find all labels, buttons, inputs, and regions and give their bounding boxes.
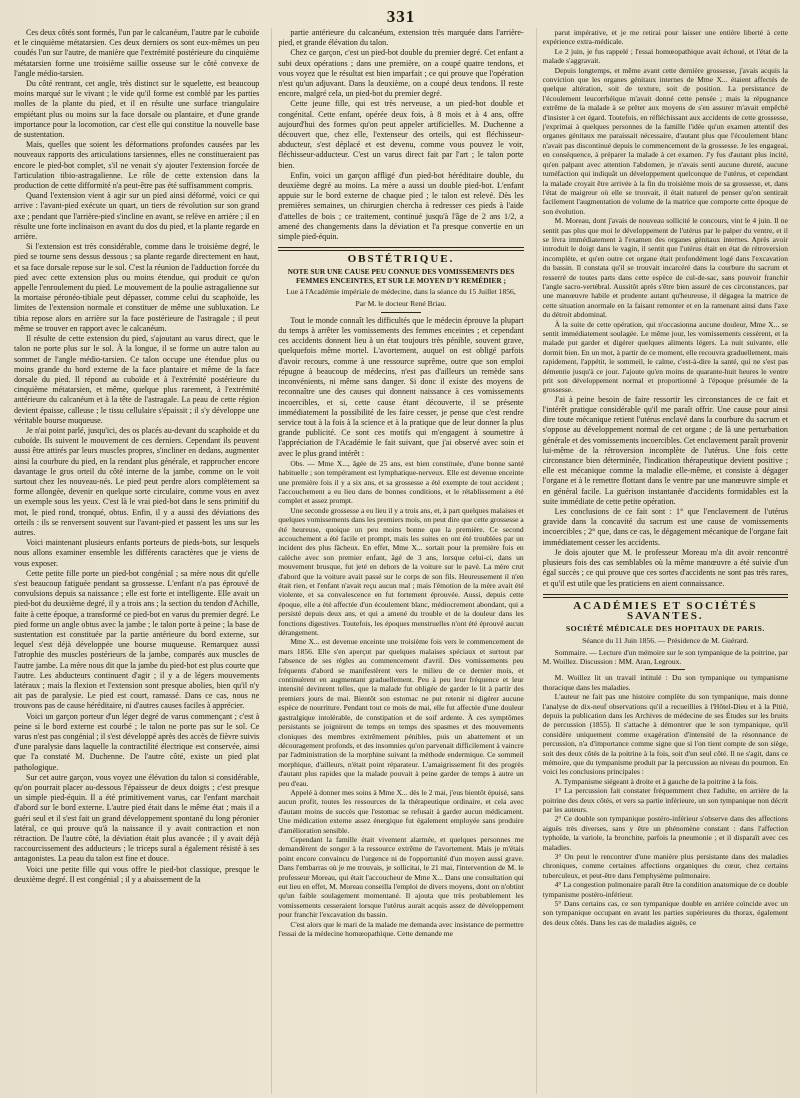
paragraph: 1° La percussion fait constater fréquemment chez l'adulte, en arrière de la poitrine des deux côtés, et vers sa partie inférieure, un son tympanique non décrit par les auteurs. — [542, 786, 788, 815]
paragraph: 5° Dans certains cas, ce son tympanique double en arrière coïncide avec un son tympanique occupant en avant les parties supérieures du thorax, également des deux côtés. Dans les cas de maladies aiguës, ce — [542, 899, 788, 927]
paragraph: Appelé à donner mes soins à Mme X... dès le 2 mai, j'eus bientôt épuisé, sans aucun profit, toutes les ressources de la thérapeutique ordinaire, et cela avec d'autant moins de succès que l'estomac se refusait à garder aucun médicament. Une médication externe assez énergique fut également employée sans produire d'amélioration sensible. — [278, 787, 524, 835]
paragraph: Ces deux côtés sont formés, l'un par le calcanéum, l'autre par le cuboïde et le cinquième métatarsien. Ces deux derniers os sont eux-mêmes un peu coudés l'un sur l'autre, de manière que l'extrémité postérieure du cinquième métatarsien forme une troisième saillie osseuse sur le côté convexe de l'angle médio-tarsien. — [14, 28, 260, 78]
paragraph: Cette petite fille porte un pied-bot congénial ; sa mère nous dit qu'elle s'est beaucoup fatiguée pendant sa grossesse. L'enfant n'a pas éprouvé de convulsions depuis sa naissance ; elle est forte et intelligente. Elle avait un pied-bot du deuxième degré, il y a trois ans ; la section du tendon d'Achille, faite à cette époque, a transformé ce pied-bot en varus du premier degré. Le pied forme un angle obtus avec la jambe ; le talon porte à peine ; la base de sustentation est constituée par la partie antérieure du bord externe, sur lequel s'est déjà développée une bourse muqueuse. Remarquez aussi l'atrophie des muscles postérieurs de la jambe, comparés aux muscles de l'autre jambe. La mère nous dit que la jambe du pied-bot est plus courte que l'autre. Les abducteurs continuent d'agir ; il y a de légers mouvements latéraux ; mais la flexion et l'extension sont presque abolies, bien qu'il n'y ait pas de paralysie. Le pied est court, ramassé. Dans ce cas, nous ne trouvons pas de cause héréditaire, ni d'autres causes faciles à apprécier. — [14, 568, 260, 711]
paragraph: C'est alors que le mari de la malade me demanda avec insistance de permettre l'essai de la médecine homœopathique. Cette demande me — [278, 919, 524, 939]
columns — [14, 28, 788, 1094]
paragraph: Le 2 juin, je fus rappelé ; l'essai homœopathique avait échoué, et l'état de la malade s'aggravait. — [542, 46, 788, 66]
paragraph: Sur cet autre garçon, vous voyez une élévation du talon si considérable, qu'on pourrait placer au-dessous l'épaisseur de deux doigts ; c'est presque un simple pied-équin. Il a été primitivement varus, car l'enfant marchait d'abord sur le bord externe. L'autre pied était dans le même état ; mais il a guéri seul et il s'est fait un grand développement spontané du long péronier latéral, ce qui prouve qu'à la naissance il y avait contraction et non rétraction. De l'autre côté, la déviation était plus avancée ; il y avait déjà raccourcissement des adducteurs ; le triceps sural a également résisté à ses antagonistes. La peau du talon est fine et douce. — [14, 772, 260, 864]
paragraph: Si l'extension est très considérable, comme dans le troisième degré, le pied se tourne sens dessus dessous ; sa plante regarde directement en haut, et sa face dorsale repose sur le sol. C'est la réunion de l'adduction forcée du pied avec cette extension plus ou moins étendue, qui produit ce qu'on appelle l'enroulement du pied. Le mouvement de la poulie astragalienne sur la mortaise péronéo-tibiale peut dépasser, comme celui du scaphoïde, les limites de l'extension normale et constituer de même une subluxation. Le tibia repose alors en arrière sur la face postérieure de l'astragale ; il peut même se trouver en rapport avec le calcanéum. — [14, 242, 260, 333]
column-3 — [536, 28, 788, 1094]
article-read-line: Lue à l'Académie impériale de médecine, dans la séance du 15 Juillet 1856, — [286, 287, 516, 297]
paragraph: 2° Ce double son tympanique postéro-inférieur s'observe dans des affections aiguës très diverses, sans y être un phénomène constant : dans l'affection typhoïde, la variole, la bronchite, parfois la pneumonie ; et il disparaît avec ces maladies. — [542, 814, 788, 852]
paragraph: Chez ce garçon, c'est un pied-bot double du premier degré. Cet enfant a subi deux opérations ; dans une première, on a coupé quatre tendons, et vous voyez que le résultat est bien imparfait ; ce qui prouve que l'opération n'est qu'un adjuvant. Dans la deuxième, on a coupé deux tendons. Il reste encore, malgré cela, un pied-bot du premier degré. — [278, 48, 524, 99]
article-author: Par M. le docteur René Briau. — [355, 298, 447, 308]
paragraph: Cette jeune fille, qui est très nerveuse, a un pied-bot double et congénital. Cette enfant, opérée deux fois, à 8 mois et à 4 ans, offre aujourd'hui des formes qu'on peut appeler artificielles. M. Duchenne a découvert que, chez elle, l'extenseur des orteils, qui est fléchisseur-abducteur, s'est déplacé et est devenu, comme vous pouvez le voir, fléchisseur-adducteur. C'est un varus direct fait par l'art ; le talon porte bien. — [278, 99, 524, 170]
paragraph: Cependant la famille était vivement alarmée, et quelques personnes me demandèrent de songer à la ressource extrême de l'avortement. Mais je m'étais point encore convaincu de l'urgence ni de l'opportunité d'un moyen aussi grave. Dans l'embarras où je me trouvais, je sollicitai, le 21 mai, l'intervention de M. le professeur Moreau, qui était l'accoucheur de Mme X... Dans une consultation qui eut lieu en effet, M. Moreau conseilla l'emploi de divers moyens, dont on n'obtint qu'un faible soulagement momentané. Il ajouta que très probablement les vomissements cesseraient lorsque l'utérus aurait acquis assez de développement pour franchir l'excavation du bassin. — [278, 834, 524, 920]
section-divider — [278, 247, 523, 251]
paragraph: L'auteur ne fait pas une histoire complète du son tympanique, mais donne l'analyse de dix-neuf observations qu'il a recueillies à l'Hôtel-Dieu et à la Pitié, depuis la publication dans les Archives de médecine de ses Études sur les bruits de percussion (1855). Il s'attache à démontrer que le son tympanique, qu'il considère uniquement comme exagération d'intensité de la résonnance de percussion, n'a d'importance comme signe que si l'on tient compte de son siège, soit des deux côtés de la poitrine à la fois, soit d'un seul côté. Il ne s'agit, dans ce mémoire, que du tympanisme produit par la percussion au niveau du poumon. En voici les conclusions principales : — [542, 692, 788, 777]
paragraph: Obs. — Mme X..., âgée de 25 ans, est bien constituée, d'une bonne santé habituelle ; son tempérament est lymphatique-nerveux. Elle est devenue enceinte une première fois il y a six ans, et sa grossesse a été exempte de tout accident ; l'accouchement a eu lieu dans de bonnes conditions, et le rétablissement a été complet et assez prompt. — [278, 458, 524, 506]
divider — [645, 669, 685, 670]
paragraph: Tout le monde connaît les difficultés que le médecin éprouve la plupart du temps à arrêter les vomissements des femmes enceintes ; et cependant ces accidents donnent lieu à un état toujours très pénible, souvent grave, quelquefois même mortel. L'avortement, auquel on est obligé parfois d'avoir recours, comme à une ressource suprême, outre que son emploi répugne à beaucoup de médecins, n'est pas d'ailleurs un remède sans inconvénients, ni même sans danger. Si donc il existe des moyens de reconnaître une des causes qui donnent naissance à ces vomissements incoercibles, et si, cette cause étant découverte, il se présente immédiatement la possibilité de les faire cesser, je pense que c'est rendre service tout à la fois à la science et à la pratique que de leur donner la plus grande publicité. Ce sont ces motifs qui m'engagent à soumettre à l'appréciation de l'Académie le fait suivant, que j'ai observé avec soin et avec le plus grand intérêt : — [278, 315, 524, 458]
paragraph: Du côté rentrant, cet angle, très distinct sur le squelette, est beaucoup moins marqué sur le vivant ; le vide qu'il forme est comblé par les parties molles de la plante du pied, et il en résulte une surface triangulaire empiétant plus ou moins sur la face dorsale ou plantaire, et d'une grande importance pour la locomotion, car c'est elle qui constitue la nouvelle base de sustentation. — [14, 79, 260, 140]
paragraph: J'ai à peine besoin de faire ressortir les circonstances de ce fait et l'intérêt pratique considérable qu'il me paraît offrir. Une cause pour ainsi dire toute mécanique retient l'utérus enclavé dans la courbure du sacrum et s'oppose au développement normal de cet organe ; de là une perturbation générale et des vomissements incoercibles. Cet enclavement paraît provenir lui-même de la rétroversion incomplète de l'utérus. Une fois cette circonstance bien déterminée, l'indication thérapeutique devient positive ; elle est mécanique comme la maladie elle-même, et consiste à dégager l'organe et à le remettre flottant dans le ventre par une manœuvre simple et en général facile. La guérison instantanée d'accidents formidables est la suite immédiate de cette petite opération. — [542, 394, 788, 506]
paragraph: Mme X... est devenue enceinte une troisième fois vers le commencement de mars 1856. Elle s'en aperçut par quelques malaises spéciaux et surtout par l'absence de ses règles au commencement d'avril. Des vomissements peu fréquents d'abord se manifestèrent vers le milieu de ce dernier mois, et continuèrent en augmentant graduellement. Peu à peu leur fréquence et leur intensité devinrent telles, que la malade fut obligée de garder le lit à partir des premiers jours de mai. Bientôt son estomac ne put retenir ni digérer aucune espèce de nourriture. Pendant tout ce mois de mai, elle fut affectée d'une douleur gastralgique intolérable, de constipation et de soif ardente. À ces symptômes persistants se joignirent de temps en temps des spasmes et des mouvements cloniques des membres extrêmement pénibles, puis un abattement et un découragement profonds, et des insomnies qu'on parvenait difficilement à vaincre par l'administration de la morphine suivant la méthode endermique. Ce sommeil morphique, d'ailleurs, n'était point réparateur. L'amaigrissement fit des progrès d'autant plus rapides que la malade pouvait à peine garder de temps à autre un peu d'eau. — [278, 637, 524, 788]
section-title-societies: ACADÉMIES ET SOCIÉTÉS SAVANTES. — [573, 599, 758, 622]
paragraph: Enfin, voici un garçon affligé d'un pied-bot héréditaire double, du deuxième degré au moins. La mère a aussi un double pied-bot. L'enfant appuie sur le bord externe de chaque pied ; le talon est relevé. Dès les premières semaines, un chirurgien chercha à redresser ces pieds à l'aide d'attelles de bois ; ce traitement, continué jusqu'à l'âge de 2 ans 1/2, a amené des changements dans la déviation et l'a presque convertie en un simple pied-équin. — [278, 170, 524, 242]
divider — [381, 312, 421, 313]
paragraph: A. Tympanisme siégeant à droite et à gauche de la poitrine à la fois. — [554, 776, 758, 786]
paragraph: Une seconde grossesse a eu lieu il y a trois ans, et, à part quelques malaises et quelques vomissements dans les premiers mois, on peut dire que cette grossesse a été heureuse, quoique un peu moins bonne que la première. Ce second accouchement a été facile et prompt, mais les suites en ont été troublées par un incident des plus fâcheux. En effet, Mme X... sortait pour la première fois en calèche avec son premier enfant, âgé de 3 ans, lorsque celui-ci, dans un mouvement brusque, fut jeté en dehors de la voiture sur le pavé. La mère crut d'abord que la voiture avait passé sur le corps de son fils. Heureusement il n'en était rien, et l'enfant n'avait reçu aucun mal ; mais l'émotion de la mère avait été violente, et sa convalescence en fut fortement éprouvée. Aussi, depuis cette époque, elle a été affectée d'un écoulement blanc, médiocrement abondant, qui a persisté depuis deux ans, et qui a amené du trouble et de la douleur dans les fonctions digestives. Toutefois, les époques menstruelles n'ont été éprouvé aucun dérangement. — [278, 505, 524, 638]
summary: Sommaire. — Lecture d'un mémoire sur le son tympanique de la poitrine, par M. Woillez. Discussion : MM. Aran, Legroux. — [542, 647, 788, 666]
paragraph: M. Moreau, dont j'avais de nouveau sollicité le concours, vint le 4 juin. Il ne sentit pas plus que moi le développement de l'utérus par le palper du ventre, et il se livra immédiatement à l'examen des organes génitaux internes. Après avoir introduit le doigt dans le vagin, il sentit que l'utérus était en état de rétroversion incomplète, et qu'en outre cet organe était profondément logé dans l'excavation du bassin. Il constata qu'il se trouvait incarcéré dans la courbure du sacrum et resserré de toutes parts dans cette espèce de cul-de-sac, sans pouvoir franchir l'angle sacro-vertébral. Aussitôt après s'être bien assuré de ces circonstances, par une manœuvre habile et prudente autant qu'heureuse, il dégagea la matrice de cette situation anormale en la faisant remonter et en la ramenant ainsi dans l'axe du détroit abdominal. — [542, 216, 788, 320]
paragraph: Quand l'extension vient à agir sur un pied ainsi déformé, voici ce qui arrive : l'avant-pied exécute un quart, un tiers de révolution sur son grand axe ; pendant que l'arrière-pied s'incline en avant, se relève en arrière ; il en résulte une forte inclinaison en avant du dos du pied, et la plante regarde en arrière. — [14, 191, 260, 242]
paragraph: Voici maintenant plusieurs enfants porteurs de pieds-bots, sur lesquels nous allons examiner ensemble les différents caractères que je viens de vous exposer. — [14, 538, 260, 568]
paragraph: parut impérative, et je me retirai pour laisser une entière liberté à cette expérience extra-médicale. — [542, 28, 788, 47]
paragraph: Je dois ajouter que M. le professeur Moreau m'a dit avoir rencontré plusieurs fois des cas semblables où la même manœuvre a été suivie d'un égal succès ; ce qui prouve que ces sortes d'accidents ne sont pas très rares, et qu'il est utile que les praticiens en aient connaissance. — [542, 547, 788, 588]
paragraph: Les conclusions de ce fait sont : 1° que l'enclavement de l'utérus gravide dans la concavité du sacrum est une cause de vomissements incoercibles ; 2° que, dans ce cas, le dégagement mécanique de l'organe fait immédiatement cesser les accidents. — [542, 507, 788, 547]
paragraph: 3° On peut le rencontrer d'une manière plus persistante dans des maladies chroniques, comme certaines affections organiques du cœur, chez certains tuberculeux, et peut-être dans l'emphysème pulmonaire. — [542, 852, 788, 880]
paragraph: Voici un garçon porteur d'un léger degré de varus commençant ; c'est à peine si le bord externe est courbé ; le talon ne porte pas sur le sol. Ce varus n'est pas congénial ; il s'est développé après des accès de fièvre suivis d'une paralysie dans laquelle la contractilité électrique est conservée, ainsi que l'a constaté M. Duchenne. De l'autre côté, existe un pied plat pathologique. — [14, 711, 260, 772]
column-1 — [14, 28, 259, 1094]
paragraph: Je n'ai point parlé, jusqu'ici, des os placés au-devant du scaphoïde et du cuboïde. Ils suivent le mouvement de ces derniers. Cependant ils peuvent aussi être attirés par leurs muscles propres, s'incliner en dedans, augmenter ainsi la courbure du pied, en la rendant plus générale, et rapprocher encore davantage le gros orteil du côté interne de la jambe, comme on le voit surtout chez les nouveau-nés. Le pied peut perdre alors complètement sa forme allongée, devenir en quelque sorte circulaire, comme vous en avez un exemple sous les yeux. C'est là le vrai pied-bot dans le sens primitif du mot, le pied rond, tronqué, obtus. Enfin, il y a aussi des déviations des orteils : ils se renversent souvent sur l'avant-pied et passent les uns sur les autres. — [14, 425, 260, 537]
paragraph: partie antérieure du calcanéum, extension très marquée dans l'arrière-pied, et grande élévation du talon. — [278, 28, 524, 48]
paragraph: À la suite de cette opération, qui n'occasionna aucune douleur, Mme X... se sentit immédiatement soulagée. Le même jour, les vomissements cessèrent, et la malade put garder et digérer quelques aliments légers. La nuit suivante, elle dormit bien. En un mot, à partir de ce moment, elle recouvra graduellement, mais rapidement, l'appétit, le sommeil, le calme, c'est-à-dire la santé, qui ne s'est pas démentie jusqu'à ce jour. J'ajoute qu'en moins de quarante-huit heures le ventre prit son développement normal et proportionné à l'époque présumée de la grossesse. — [542, 319, 788, 395]
section-title-obstetrics: OBSTÉTRIQUE. — [347, 253, 455, 266]
paragraph: Il résulte de cette extension du pied, s'ajoutant au varus direct, que le talon ne porte plus sur le sol. À la longue, il se forme un autre talon au sommet de l'angle médio-tarsien. Ce talon occupe une étendue plus ou moins grande du bord externe de la face plantaire et même de la face dorsale du pied. Il répond au cuboïde et à l'extrémité postérieure du cinquième métatarsien, et même, quelque plus rarement, à l'extrémité antérieure du calcanéum et à la tête de l'astragale. La peau de cette région devient épaisse, calleuse ; le tissu cellulaire s'épaissit ; il s'y développe une véritable bourse muqueuse. — [14, 334, 260, 425]
article-title: NOTE SUR UNE CAUSE PEU CONNUE DES VOMISSEMENTS DES FEMMES ENCEINTES, ET SUR LE MOYEN D'Y REMÉDIER ; — [287, 267, 515, 286]
paragraph: Voici une petite fille qui vous offre le pied-bot classique, presque le deuxième degré. Il est congénial ; il y a abaissement de la — [14, 864, 260, 884]
paragraph: Mais, quelles que soient les déformations profondes causées par les nouveaux rapports des articulations tarsiennes, elles ne constitueraient pas encore le pied-bot complet, s'il ne venait s'y ajouter l'extension forcée de l'articulation tibio-astragalienne. Le rôle de cette extension dans la production de cette difformité n'a peut-être pas été suffisamment compris. — [14, 140, 260, 191]
paragraph: 4° La congestion pulmonaire paraît être la condition anatomique de ce double tympanisme postéro-inférieur. — [542, 880, 788, 899]
page-number: 331 — [386, 7, 416, 26]
paragraph: M. Woillez lit un travail intitulé : Du son tympanique ou tympanisme thoracique dans les maladies. — [542, 673, 788, 692]
society-name: SOCIÉTÉ MÉDICALE DES HOPITAUX DE PARIS. — [565, 624, 765, 634]
paragraph: Depuis longtemps, et même avant cette dernière grossesse, j'avais acquis la conviction que les organes génitaux internes de Mme X... étaient affectés de quelque altération, soit de texture, soit de position. La persistance de l'écoulement leucorrhéique m'avait donné cette pensée ; mais la répugnance extrême de la malade à se prêter aux moyens de s'en assurer m'avait empêché d'insister à cet égard. Toutefois, en réfléchissant aux accidents de cette grossesse, j'exprimai à quelques personnes de la famille l'idée qu'un examen attentif des organes génitaux me paraissait nécessaire, d'autant plus que l'écoulement blanc n'avait pas discontinué depuis le commencement de la grossesse. Je les engageai, en conséquence, à préparer la malade à cet examen. J'y fus d'autant plus incité, qu'en palpant avec attention l'abdomen, je n'avais senti aucune dureté, aucune tuméfaction qui indiquât un développement quelconque de l'utérus, et cependant la malade croyait être arrivée à la fin du troisième mois de sa grossesse, et, dans l'état de maigreur où elle se trouvait, il était naturel de penser qu'on sentirait facilement l'augmentation de volume de la matrice que comporte cette époque de son évolution. — [542, 65, 788, 216]
section-divider — [543, 594, 788, 598]
meeting-line: Séance du 11 Juin 1856. — Présidence de M. Guérard. — [582, 636, 749, 646]
column-2 — [271, 28, 523, 1094]
